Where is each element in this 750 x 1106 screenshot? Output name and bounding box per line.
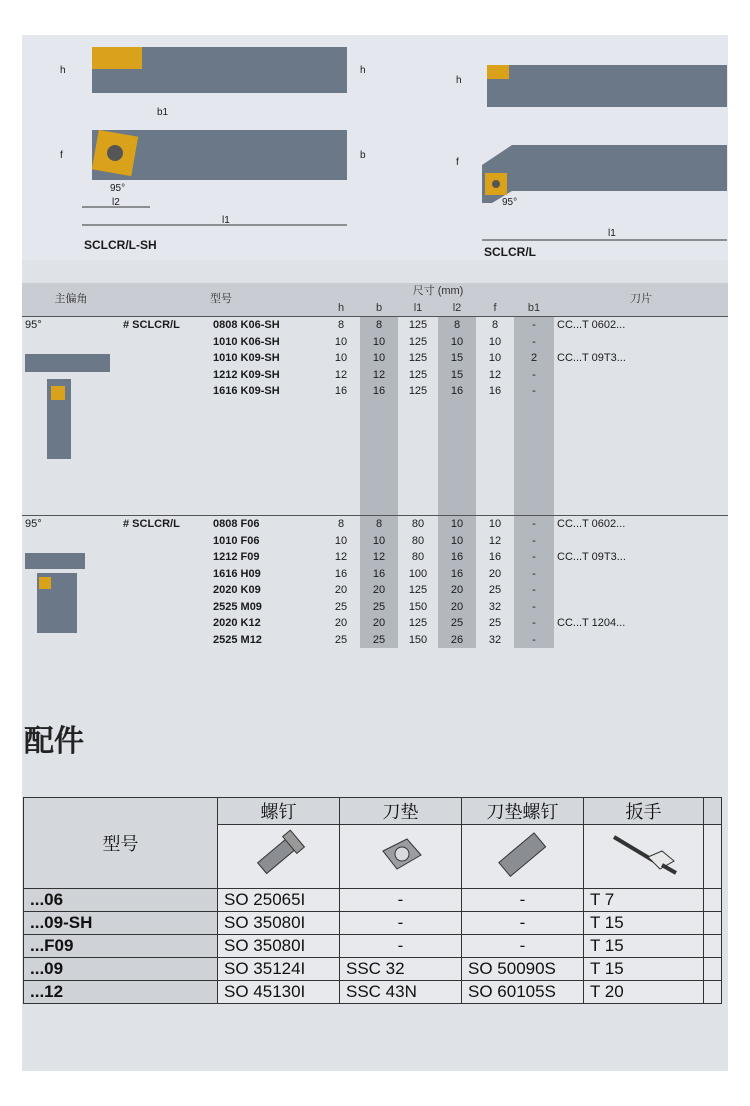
cell-f: 8 [491,319,499,331]
cell-insert: CC...T 09T3... [557,352,626,364]
section-icon [25,533,115,643]
cell-h: 8 [337,319,345,331]
model-code: 1212 K09-SH [213,368,280,381]
section-angle [22,516,120,649]
cell-l2: 15 [438,367,476,384]
cell-insert [554,599,728,616]
section-icon [25,334,115,474]
acc-shim-screw: SO 60105S [462,981,584,1004]
model-code: 1010 F06 [213,534,260,547]
shim-screw-icon [462,825,584,889]
acc-shim-screw: - [462,889,584,912]
acc-screw: SO 35080I [218,912,340,935]
model-code: 1616 K09-SH [213,385,280,397]
dim-h-right-view: h [456,75,462,86]
cell-l1: 125 [408,385,428,397]
dim-l2: l2 [112,197,120,208]
cell-b1: - [514,582,554,599]
cell-f: 12 [488,534,502,547]
acc-screw: SO 25065I [218,889,340,912]
cell-insert [554,582,728,599]
table-row [22,615,728,632]
cell-l1: 125 [408,352,428,364]
cell-insert: CC...T 1204... [557,617,626,629]
cell-insert: CC...T 09T3... [557,551,626,563]
cell-l2: 26 [438,632,476,649]
dim-l1: l1 [222,215,230,226]
header-col-f: f [476,300,514,317]
cell-l2: 20 [438,599,476,616]
cell-b: 10 [360,334,398,351]
section-prefix: # SCLCR/L [123,319,180,331]
cell-b1: - [514,566,554,583]
cell-f: 12 [488,368,502,381]
cell-l2: 25 [438,615,476,632]
section-angle-value: 95° [25,319,42,331]
acc-shim-screw: - [462,912,584,935]
acc-screw: SO 45130I [218,981,340,1004]
spec-table-wrap [22,283,728,648]
cell-insert [554,367,728,384]
cell-f: 10 [488,518,502,530]
acc-model-header: 型号 [24,798,218,889]
table-row [22,582,728,599]
section-sh [22,317,728,516]
cell-h: 16 [334,385,348,397]
acc-model: ...12 [24,981,218,1004]
section-prefix: # SCLCR/L [123,518,180,530]
acc-col-screw: 螺钉 [218,798,340,825]
acc-shim: - [340,889,462,912]
model-code: 1616 H09 [213,567,261,580]
cell-l1: 80 [411,534,425,547]
cell-b1: - [514,549,554,566]
table-row [22,632,728,649]
acc-model: ...09-SH [24,912,218,935]
acc-model: ...06 [24,889,218,912]
acc-model: ...F09 [24,935,218,958]
header-col-l1: l1 [398,300,438,317]
cell-l2: 16 [438,383,476,400]
cell-insert [554,533,728,550]
cell-b: 16 [360,566,398,583]
cell-l1: 125 [408,368,428,381]
left-insert-screw [107,145,123,161]
right-model-label: SCLCR/L [484,245,536,259]
model-code: 2020 K09 [213,584,261,596]
section-std [22,516,728,649]
holder-drawings [22,35,728,260]
cell-f: 32 [488,633,502,646]
cell-insert [554,632,728,649]
cell-b1: - [514,334,554,351]
table-row [22,383,728,400]
table-row [22,317,728,334]
table-row [24,958,722,981]
cell-insert [554,383,728,400]
table-row [24,912,722,935]
cell-h: 25 [334,633,348,646]
cell-b: 12 [360,367,398,384]
cell-insert: CC...T 0602... [557,319,626,331]
spec-table [22,283,728,648]
cell-b: 10 [360,350,398,367]
dim-angle: 95° [110,183,126,194]
dim-f: f [60,150,63,161]
acc-col-shim-screw: 刀垫螺钉 [462,798,584,825]
acc-key: T 15 [584,912,704,935]
acc-screw: SO 35124I [218,958,340,981]
shim-icon [340,825,462,889]
accessories-table [23,797,722,1004]
cell-h: 20 [334,617,348,629]
cell-b1: - [514,383,554,400]
cell-h: 12 [334,368,348,381]
acc-shim: SSC 32 [340,958,462,981]
right-holder-top [512,145,727,191]
screw-icon [218,825,340,889]
acc-key: T 7 [584,889,704,912]
cell-l1: 100 [408,567,428,580]
cell-l1: 80 [411,518,425,530]
table-row [24,981,722,1004]
left-model-label: SCLCR/L-SH [84,238,157,252]
dim-f-right-view: f [456,157,459,168]
cell-h: 20 [334,584,348,596]
cell-b: 12 [360,549,398,566]
cell-l1: 150 [408,633,428,646]
acc-screw: SO 35080I [218,935,340,958]
cell-l1: 125 [408,617,428,629]
cell-h: 16 [334,567,348,580]
acc-model: ...09 [24,958,218,981]
acc-key: T 20 [584,981,704,1004]
table-row [22,533,728,550]
left-insert-side [92,47,142,69]
model-code: 1212 F09 [213,551,260,563]
cell-f: 20 [488,567,502,580]
model-code: 2525 M09 [213,600,262,613]
cell-l2: 16 [438,549,476,566]
cell-b: 25 [360,599,398,616]
cell-l2: 20 [438,582,476,599]
model-code: 1010 K09-SH [213,352,280,364]
table-row [22,367,728,384]
cell-b1: - [514,615,554,632]
cell-b1: - [514,599,554,616]
acc-col-shim: 刀垫 [340,798,462,825]
cell-b1: - [514,317,554,334]
table-row [22,549,728,566]
table-row [24,889,722,912]
cell-b: 16 [360,383,398,400]
table-row [24,935,722,958]
cell-b1: - [514,367,554,384]
accessories-title: 配件 [24,724,84,759]
dim-h-right: h [360,65,366,76]
header-col-b1: b1 [514,300,554,317]
dim-b: b [360,150,366,161]
cell-insert [554,334,728,351]
cell-l2: 16 [438,566,476,583]
cell-b: 20 [360,615,398,632]
header-size: 尺寸 (mm) [322,283,554,300]
acc-key: T 15 [584,958,704,981]
table-row [22,334,728,351]
dim-h-left: h [60,65,66,76]
cell-b1: - [514,632,554,649]
cell-l2: 8 [438,317,476,334]
table-row [22,350,728,367]
model-code: 1010 K06-SH [213,335,280,348]
cell-f: 32 [488,600,502,613]
cell-b1: 2 [514,350,554,367]
model-code: 0808 F06 [213,518,260,530]
acc-shim: SSC 43N [340,981,462,1004]
cell-b: 10 [360,533,398,550]
cell-h: 25 [334,600,348,613]
cell-l2: 15 [438,350,476,367]
header-angle: 主偏角 [22,283,120,317]
section-angle-value: 95° [25,518,42,530]
cell-b1: - [514,533,554,550]
cell-b: 25 [360,632,398,649]
cell-l2: 10 [438,516,476,533]
header-insert: 刀片 [554,283,728,317]
cell-f: 16 [488,551,502,563]
right-insert-screw [492,180,500,188]
acc-col-key: 扳手 [584,798,704,825]
acc-shim: - [340,912,462,935]
model-code: 0808 K06-SH [213,319,280,331]
section-angle [22,317,120,516]
acc-shim-screw: SO 50090S [462,958,584,981]
model-code: 2020 K12 [213,617,261,629]
acc-shim-screw: - [462,935,584,958]
dim-b1: b1 [157,107,169,118]
acc-shim: - [340,935,462,958]
cell-b1: - [514,516,554,533]
cell-l2: 10 [438,334,476,351]
cell-f: 16 [488,385,502,397]
dim-angle-right: 95° [502,197,518,208]
cell-h: 12 [334,551,348,563]
cell-l1: 125 [408,319,428,331]
header-model: 型号 [120,283,322,317]
cell-l1: 125 [408,335,428,348]
table-row [22,599,728,616]
model-code: 2525 M12 [213,633,262,646]
cell-l1: 125 [408,584,428,596]
dim-l1-right: l1 [608,228,616,239]
cell-b: 8 [360,516,398,533]
header-col-l2: l2 [438,300,476,317]
cell-h: 8 [337,518,345,530]
cell-insert: CC...T 0602... [557,518,626,530]
cell-h: 10 [334,335,348,348]
tool-diagram [22,35,728,260]
acc-key: T 15 [584,935,704,958]
cell-insert [554,566,728,583]
cell-f: 25 [488,617,502,629]
cell-b: 8 [360,317,398,334]
right-insert-side [487,65,509,79]
right-holder-side [487,65,727,107]
cell-l2: 10 [438,533,476,550]
header-col-b: b [360,300,398,317]
cell-l1: 150 [408,600,428,613]
cell-f: 25 [488,584,502,596]
cell-b: 20 [360,582,398,599]
table-row [22,516,728,533]
cell-h: 10 [334,352,348,364]
cell-h: 10 [334,534,348,547]
cell-l1: 80 [411,551,425,563]
key-icon [584,825,704,889]
cell-f: 10 [488,352,502,364]
cell-f: 10 [488,335,502,348]
header-col-h: h [322,300,360,317]
table-row [22,566,728,583]
